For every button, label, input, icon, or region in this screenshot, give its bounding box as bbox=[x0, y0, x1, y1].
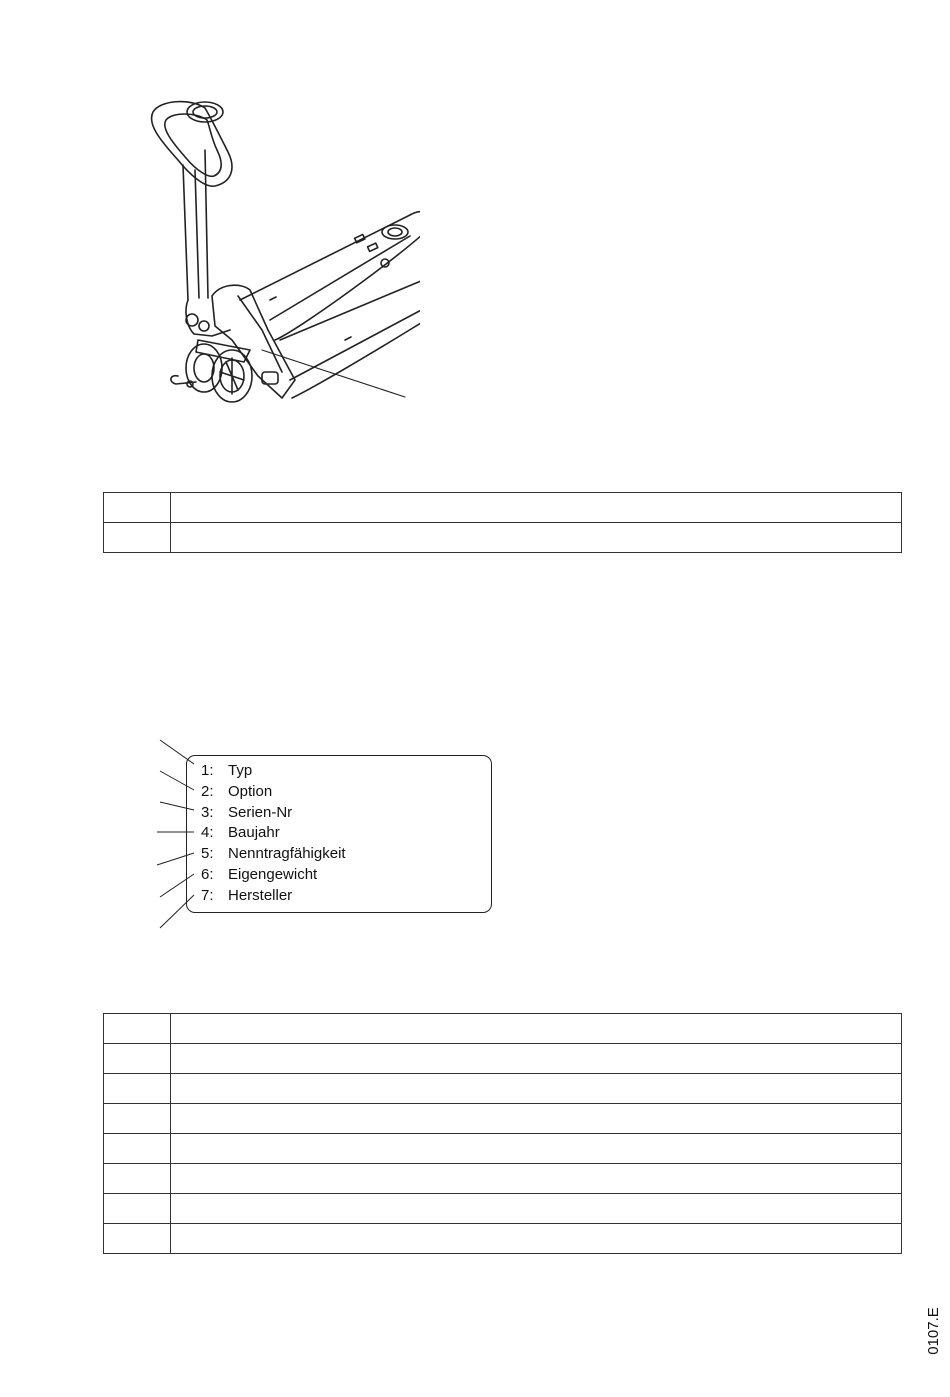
table-row bbox=[104, 1224, 902, 1254]
table-row bbox=[104, 523, 902, 553]
table-cell-key bbox=[104, 1074, 171, 1104]
table-row bbox=[104, 1044, 902, 1074]
table-cell-desc bbox=[171, 1224, 902, 1254]
table-cell-key bbox=[104, 523, 171, 553]
nameplate-row-capacity bbox=[201, 844, 346, 864]
nameplate-row-manufacturer bbox=[201, 886, 292, 906]
table-cell-desc bbox=[171, 523, 902, 553]
table-cell-key bbox=[104, 1134, 171, 1164]
nameplate-diagram bbox=[186, 755, 492, 913]
table-row bbox=[104, 1134, 902, 1164]
table-row bbox=[104, 1194, 902, 1224]
nameplate-row-serial bbox=[201, 803, 292, 823]
legend-table-bottom bbox=[103, 1013, 902, 1254]
table-row bbox=[104, 1104, 902, 1134]
nameplate-row-option bbox=[201, 782, 272, 802]
nameplate-row-label: Nenntragfähigkeit bbox=[228, 845, 346, 862]
pallet-truck-illustration bbox=[140, 90, 420, 410]
table-row bbox=[104, 1074, 902, 1104]
nameplate-row-number: 3: bbox=[201, 804, 214, 821]
table-cell-desc bbox=[171, 1164, 902, 1194]
nameplate-row-label: Eigengewicht bbox=[228, 866, 318, 883]
table-cell-key bbox=[104, 1044, 171, 1074]
table-cell-desc bbox=[171, 1194, 902, 1224]
nameplate-row-label: Serien-Nr bbox=[228, 804, 293, 821]
page-code: 0107.E bbox=[925, 1307, 942, 1355]
table-cell-desc bbox=[171, 1074, 902, 1104]
table-row bbox=[104, 1164, 902, 1194]
table-row bbox=[104, 1014, 902, 1044]
table-row bbox=[104, 493, 902, 523]
nameplate-row-number: 1: bbox=[201, 762, 214, 779]
nameplate-row-weight bbox=[201, 865, 317, 885]
nameplate-row-label: Option bbox=[228, 783, 273, 800]
table-cell-key bbox=[104, 1194, 171, 1224]
table-cell-desc bbox=[171, 1044, 902, 1074]
nameplate-row-label: Baujahr bbox=[228, 824, 280, 841]
nameplate-row-number: 7: bbox=[201, 887, 214, 904]
nameplate-row-label: Hersteller bbox=[228, 887, 293, 904]
table-cell-key bbox=[104, 493, 171, 523]
nameplate-row-number: 4: bbox=[201, 824, 214, 841]
table-cell-desc bbox=[171, 1134, 902, 1164]
table-cell-desc bbox=[171, 1104, 902, 1134]
nameplate-row-type bbox=[201, 761, 252, 781]
table-cell-desc bbox=[171, 1014, 902, 1044]
table-cell-key bbox=[104, 1224, 171, 1254]
nameplate-row-number: 6: bbox=[201, 866, 214, 883]
table-cell-key bbox=[104, 1014, 171, 1044]
nameplate-row-number: 2: bbox=[201, 783, 214, 800]
table-cell-key bbox=[104, 1164, 171, 1194]
nameplate-row-number: 5: bbox=[201, 845, 214, 862]
table-cell-desc bbox=[171, 493, 902, 523]
legend-table-top bbox=[103, 492, 902, 553]
table-cell-key bbox=[104, 1104, 171, 1134]
nameplate-row-year bbox=[201, 823, 280, 843]
nameplate-row-label: Typ bbox=[228, 762, 253, 779]
